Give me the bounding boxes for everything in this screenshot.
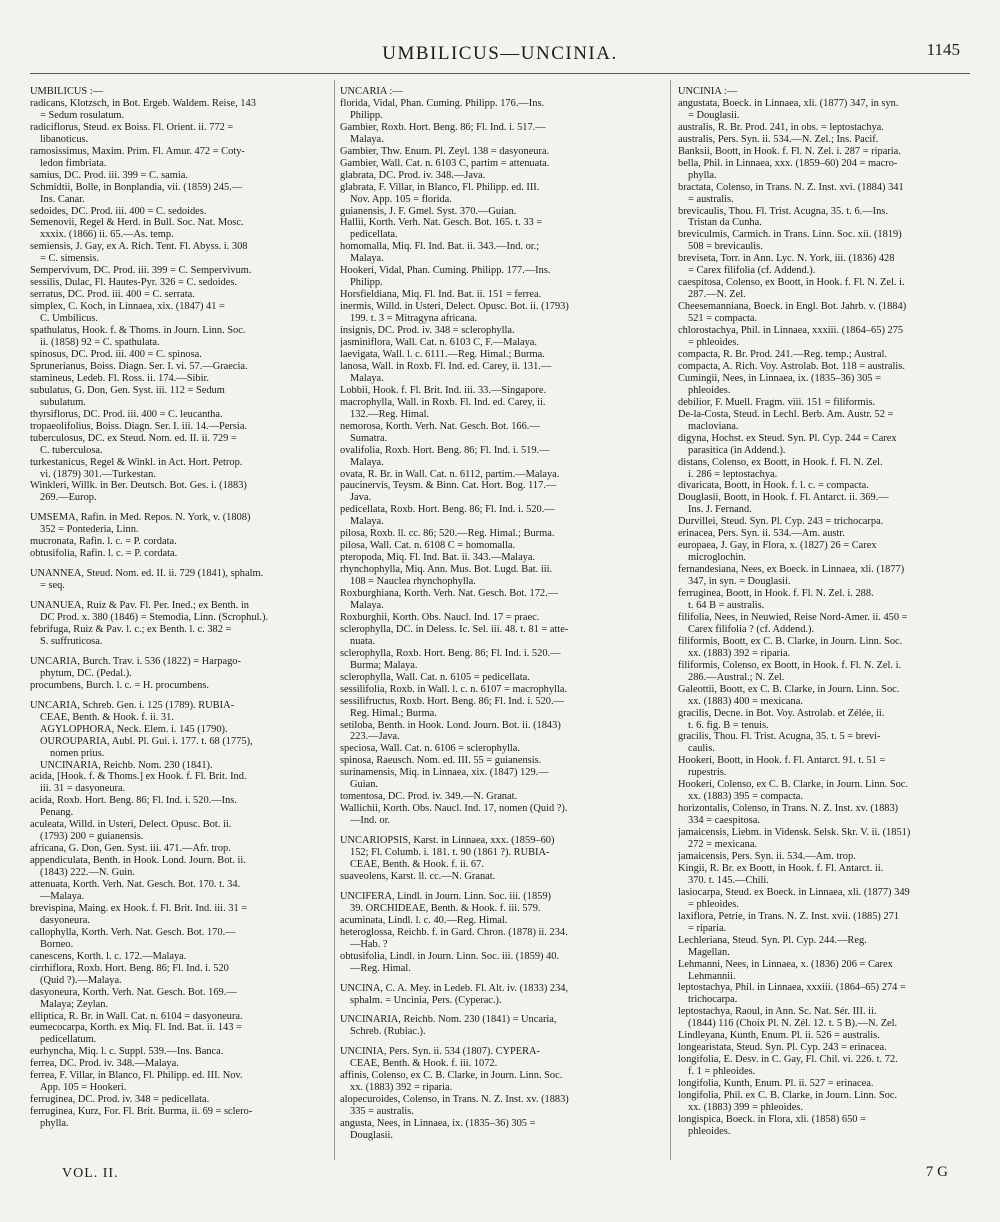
entry-line: DC Prod. x. 380 (1846) = Stemodia, Linn. (Scrophul.).: [40, 612, 269, 624]
entry-line: longifolia, Kunth, Enum. Pl. ii. 527 = erinacea.: [678, 1078, 874, 1090]
entry-line: Cumingii, Nees, in Linnaea, ix. (1835–36) 305 =: [678, 372, 881, 384]
entry-line: glabrata, DC. Prod. iv. 348.—Java.: [340, 169, 486, 181]
entry-line: thyrsiflorus, DC. Prod. iii. 400 = C. leucantha.: [30, 408, 223, 420]
entry-line: Horsfieldiana, Miq. Fl. Ind. Bat. ii. 151 = ferrea.: [340, 289, 542, 301]
entry-line: OUROUPARIA, Aubl. Pl. Gui. i. 177. t. 68 (1775),: [40, 735, 253, 747]
entry-gap: [340, 1006, 638, 1014]
entry-line: pteropoda, Miq. Fl. Ind. Bat. ii. 343.—Malaya.: [340, 552, 536, 564]
entry-line: Malaya.: [350, 253, 384, 265]
entry-line: sphalm. = Uncinia, Pers. (Cyperac.).: [350, 994, 502, 1006]
entry-line: Tristan da Cunha.: [688, 217, 762, 229]
entry-line: 223.—Java.: [350, 731, 400, 743]
entry-line: nemorosa, Korth. Verh. Nat. Gesch. Bot. 166.—: [340, 420, 540, 432]
entry-line: nuata.: [350, 635, 376, 647]
entry-line: radicans, Klotzsch, in Bot. Ergeb. Waldem. Reise, 143: [30, 97, 256, 109]
entry-line: insignis, DC. Prod. iv. 348 = sclerophylla.: [340, 325, 515, 337]
signature-mark: 7 G: [925, 1164, 948, 1180]
entry-line: UNANNEA, Steud. Nom. ed. II. ii. 729 (1841), sphalm.: [30, 568, 264, 580]
entry-gap: [340, 827, 638, 835]
entry-line: angustata, Boeck. in Linnaea, xli. (1877) 347, in syn.: [678, 97, 899, 109]
entry-line: eumecocarpa, Korth. ex Miq. Fl. Ind. Bat. ii. 143 =: [30, 1022, 242, 1034]
entry-line: UNCARIOPSIS, Karst. in Linnaea, xxx. (1859–60): [340, 835, 555, 847]
entry-line: bella, Phil. in Linnaea, xxx. (1859–60) 204 = macro-: [678, 157, 898, 169]
entry-gap: [340, 883, 638, 891]
entry-line: mucronata, Rafin. l. c. = P. cordata.: [30, 536, 177, 548]
entry-line: ovalifolia, Roxb. Hort. Beng. 86; Fl. Ind. i. 519.—: [340, 444, 550, 456]
entry-line: Malaya.: [350, 516, 384, 528]
entry-line: filiformis, Colenso, ex Boott, in Hook. f. Fl. N. Zel. i.: [678, 659, 902, 671]
entry-line: AGYLOPHORA, Neck. Elem. i. 145 (1790).: [40, 723, 228, 735]
entry-line: pedicellata.: [350, 229, 398, 241]
entry-line: obtusifolia, Lindl. in Journ. Linn. Soc. iii. (1859) 40.: [340, 950, 560, 962]
entry-line: 152; Fl. Columb. i. 181. t. 90 (1861 ?). RUBIA-: [350, 847, 550, 859]
entry-line: caespitosa, Colenso, ex Boott, in Hook. f. Fl. N. Zel. i.: [678, 277, 905, 289]
entry-line: laxiflora, Petrie, in Trans. N. Z. Inst. xvii. (1885) 271: [678, 910, 900, 922]
entry-line: phylla.: [40, 1118, 69, 1130]
entry-line: xx. (1883) 392 = riparia.: [688, 647, 791, 659]
header-rule: [30, 73, 970, 74]
entry-line: macloviana.: [688, 420, 739, 432]
entry-line: acuminata, Lindl. l. c. 40.—Reg. Himal.: [340, 914, 508, 926]
entry-line: australis, R. Br. Prod. 241, in obs. = leptostachya.: [678, 121, 884, 133]
entry-line: = phleoides.: [688, 337, 739, 349]
entry-line: Magellan.: [688, 946, 730, 958]
entry-line: gracilis, Decne. in Bot. Voy. Astrolab. et Zélée, ii.: [678, 707, 885, 719]
entry-line: xx. (1883) 400 = mexicana.: [688, 695, 803, 707]
column-divider: [670, 80, 671, 1160]
entry-line: Gambier, Roxb. Hort. Beng. 86; Fl. Ind. i. 517.—: [340, 121, 546, 133]
entry-gap: [30, 592, 328, 600]
entry-line: = Douglasii.: [688, 109, 740, 121]
entry-line: 269.—Europ.: [40, 492, 97, 504]
entry-line: radiciflorus, Steud. ex Boiss. Fl. Orient. ii. 772 =: [30, 121, 234, 133]
entry-line: UNCARIA :—: [340, 86, 403, 97]
entry-line: Lehmannii.: [688, 970, 736, 982]
entry-line: 132.—Reg. Himal.: [350, 408, 430, 420]
entry-line: UNCINARIA, Reichb. Nom. 230 (1841).: [40, 759, 213, 771]
entry-line: Gambier, Wall. Cat. n. 6103 C, partim = attenuata.: [340, 157, 550, 169]
entry-line: = C. simensis.: [40, 253, 99, 265]
entry-line: acida, Roxb. Hort. Beng. 86; Fl. Ind. i. 520.—Ins.: [30, 795, 237, 807]
entry-line: heteroglossa, Reichb. f. in Gard. Chron. (1878) ii. 234.: [340, 926, 568, 938]
entry-line: Semenovii, Regel & Herd. in Bull. Soc. Nat. Mosc.: [30, 217, 244, 229]
entry-line: xx. (1883) 395 = compacta.: [688, 791, 803, 803]
entry-line: dasyoneura, Korth. Verh. Nat. Gesch. Bot. 169.—: [30, 986, 237, 998]
entry-line: ovata, R. Br. in Wall. Cat. n. 6112, partim.—Malaya.: [340, 468, 560, 480]
entry-line: pilosa, Roxb. ll. cc. 86; 520.—Reg. Himal.; Burma.: [340, 528, 555, 540]
entry-line: = Sedum rosulatum.: [40, 109, 125, 121]
entry-line: = riparia.: [688, 922, 727, 934]
entry-line: setiloba, Benth. in Hook. Lond. Journ. Bot. ii. (1843): [340, 719, 561, 731]
text-column-middle: [340, 86, 638, 1166]
entry-line: phylla.: [688, 169, 717, 181]
entry-line: 334 = caespitosa.: [688, 815, 760, 827]
entry-line: pilosa, Wall. Cat. n. 6108 C = homomalla.: [340, 540, 516, 552]
entry-line: affinis, Colenso, ex C. B. Clarke, in Journ. Linn. Soc.: [340, 1070, 563, 1082]
entry-line: ferruginea, Boott, in Hook. f. Fl. N. Zel. i. 288.: [678, 588, 874, 600]
entry-line: paucinervis, Teysm. & Binn. Cat. Hort. Bog. 117.—: [340, 480, 557, 492]
entry-line: pedicellata, Roxb. Hort. Beng. 86; Fl. Ind. i. 520.—: [340, 504, 555, 516]
entry-line: turkestanicus, Regel & Winkl. in Act. Hort. Petrop.: [30, 456, 243, 468]
entry-line: UNCARIA, Schreb. Gen. i. 125 (1789). RUBIA-: [30, 699, 235, 711]
entry-line: libanoticus.: [40, 133, 89, 145]
entry-line: lasiocarpa, Steud. ex Boeck. in Linnaea, xli. (1877) 349: [678, 886, 910, 898]
entry-line: Hookeri, Vidal, Phan. Cuming. Philipp. 177.—Ins.: [340, 265, 551, 277]
entry-line: longifolia, Phil. ex C. B. Clarke, in Journ. Linn. Soc.: [678, 1090, 898, 1102]
entry-line: = Carex filifolia (cf. Addend.).: [688, 265, 816, 277]
entry-line: UNCIFERA, Lindl. in Journ. Linn. Soc. iii. (1859): [340, 890, 551, 902]
entry-line: compacta, A. Rich. Voy. Astrolab. Bot. 118 = australis.: [678, 360, 905, 372]
entry-line: nomen prius.: [50, 747, 105, 759]
entry-line: sclerophylla, DC. in Deless. Ic. Sel. iii. 48. t. 81 = atte-: [340, 623, 569, 635]
entry-line: parasitica (in Addend.).: [688, 444, 786, 456]
entry-line: 347, in syn. = Douglasii.: [688, 576, 791, 588]
entry-line: Malaya.: [350, 372, 384, 384]
entry-line: elliptica, R. Br. in Wall. Cat. n. 6104 = dasyoneura.: [30, 1010, 243, 1022]
entry-line: compacta, R. Br. Prod. 241.—Reg. temp.; Austral.: [678, 348, 887, 360]
entry-line: 39. ORCHIDEAE, Benth. & Hook. f. iii. 579.: [350, 902, 541, 914]
entry-line: ii. (1858) 92 = C. spathulata.: [40, 337, 160, 349]
entry-line: UMSEMA, Rafin. in Med. Repos. N. York, v. (1808): [30, 512, 251, 524]
page-number: 1145: [926, 40, 960, 59]
entry-line: glabrata, F. Villar, in Blanco, Fl. Philipp. ed. III.: [340, 181, 540, 193]
entry-line: Banksii, Boott, in Hook. f. Fl. N. Zel. i. 287 = riparia.: [678, 145, 901, 157]
entry-line: UNCINIA, Pers. Syn. ii. 534 (1807). CYPERA-: [340, 1046, 541, 1058]
entry-line: (1844) 116 (Choix Pl. N. Zél. 12. t. 5 B).—N. Zel.: [688, 1018, 898, 1030]
entry-line: 287.—N. Zel.: [688, 289, 746, 301]
entry-line: Galeottii, Boott, ex C. B. Clarke, in Journ. Linn. Soc.: [678, 683, 900, 695]
entry-line: f. 1 = phleoides.: [688, 1066, 756, 1078]
entry-line: Ins. J. Fernand.: [688, 504, 752, 516]
entry-line: App. 105 = Hookeri.: [40, 1082, 127, 1094]
entry-line: = phleoides.: [688, 898, 739, 910]
entry-line: Roxburghiana, Korth. Verh. Nat. Gesch. Bot. 172.—: [340, 588, 559, 600]
entry-line: = australis.: [688, 193, 734, 205]
entry-line: ferruginea, DC. Prod. iv. 348 = pedicellata.: [30, 1094, 210, 1106]
entry-line: Carex filifolia ? (cf. Addend.).: [688, 623, 815, 635]
entry-line: Kingii, R. Br. ex Boott, in Hook. f. Fl. Antarct. ii.: [678, 862, 884, 874]
entry-line: t. 6. fig. B = tenuis.: [688, 719, 769, 731]
entry-line: alopecuroides, Colenso, in Trans. N. Z. Inst. xv. (1883): [340, 1094, 569, 1106]
entry-line: —Malaya.: [40, 891, 85, 902]
entry-line: acida, [Hook. f. & Thoms.] ex Hook. f. Fl. Brit. Ind.: [30, 771, 247, 783]
entry-line: subulatus, G. Don, Gen. Syst. iii. 112 = Sedum: [30, 384, 225, 396]
entry-line: UNCARIA, Burch. Trav. i. 536 (1822) = Harpago-: [30, 655, 241, 667]
entry-line: cirrhiflora, Roxb. Hort. Beng. 86; Fl. Ind. i. 520: [30, 962, 229, 974]
entry-line: (1843) 222.—N. Guin.: [40, 867, 135, 879]
entry-line: —Hab. ?: [350, 938, 388, 950]
entry-line: C. tuberculosa.: [40, 444, 103, 456]
entry-line: CEAE, Benth. & Hook. f. ii. 31.: [40, 711, 174, 723]
entry-line: Malaya.: [350, 133, 384, 145]
entry-line: sedoides, DC. Prod. iii. 400 = C. sedoides.: [30, 205, 207, 217]
entry-line: callophylla, Korth. Verh. Nat. Gesch. Bot. 170.—: [30, 926, 236, 938]
entry-gap: [340, 975, 638, 983]
entry-line: simplex, C. Koch, in Linnaea, xix. (1847) 41 =: [30, 301, 225, 313]
entry-line: brevicaulis, Thou. Fl. Trist. Acugna, 35. t. 6.—Ins.: [678, 205, 888, 217]
entry-line: appendiculata, Benth. in Hook. Lond. Journ. Bot. ii.: [30, 855, 246, 867]
entry-line: semiensis, J. Gay, ex A. Rich. Tent. Fl. Abyss. i. 308: [30, 241, 248, 253]
entry-line: surinamensis, Miq. in Linnaea, xix. (1847) 129.—: [340, 767, 549, 779]
entry-line: phytum, DC. (Pedal.).: [40, 667, 132, 679]
entry-line: Wallichii, Korth. Obs. Naucl. Ind. 17, nomen (Quid ?).: [340, 803, 568, 815]
entry-line: Malaya; Zeylan.: [40, 998, 109, 1010]
entry-line: spinosus, DC. Prod. iii. 400 = C. spinosa.: [30, 348, 202, 360]
entry-line: UNANUEA, Ruiz & Pav. Fl. Per. Ined.; ex Benth. in: [30, 600, 249, 612]
entry-line: xx. (1883) 399 = phleoides.: [688, 1102, 803, 1114]
entry-line: febrifuga, Ruiz & Pav. l. c.; ex Benth. l. c. 382 =: [30, 623, 232, 635]
entry-line: erinacea, Pers. Syn. ii. 534.—Am. austr.: [678, 528, 845, 540]
entry-line: obtusifolia, Rafin. l. c. = P. cordata.: [30, 548, 178, 560]
entry-line: Borneo.: [40, 938, 74, 950]
entry-line: Nov. App. 105 = florida.: [350, 193, 452, 205]
text-column-left: [30, 86, 328, 1166]
entry-line: phleoides.: [688, 384, 731, 396]
entry-line: europaea, J. Gay, in Flora, x. (1827) 26 = Carex: [678, 540, 877, 552]
entry-line: De-la-Costa, Steud. in Lechl. Berb. Am. Austr. 52 =: [678, 408, 894, 420]
entry-gap: [340, 1038, 638, 1046]
entry-line: serratus, DC. Prod. iii. 400 = C. serrata.: [30, 289, 195, 301]
entry-line: aculeata, Willd. in Usteri, Delect. Opusc. Bot. ii.: [30, 819, 232, 831]
entry-line: caulis.: [688, 743, 715, 755]
entry-line: CEAE, Benth. & Hook. f. ii. 67.: [350, 859, 484, 870]
entry-line: Hallii, Korth. Verh. Nat. Gesch. Bot. 165. t. 33 =: [340, 217, 543, 229]
entry-line: Malaya.: [350, 456, 384, 468]
entry-line: xx. (1883) 392 = riparia.: [350, 1082, 453, 1094]
entry-line: pedicellatum.: [40, 1034, 97, 1046]
entry-line: ferrea, F. Villar, in Blanco, Fl. Philipp. ed. III. Nov.: [30, 1070, 243, 1082]
text-column-right: [678, 86, 976, 1166]
entry-line: longifolia, E. Desv. in C. Gay, Fl. Chil. vi. 226. t. 72.: [678, 1054, 898, 1066]
entry-line: sessilifructus, Roxb. Hort. Beng. 86; Fl. Ind. i. 520.—: [340, 695, 564, 707]
entry-line: vi. (1879) 301.—Turkestan.: [40, 468, 156, 480]
entry-line: i. 286 = leptostachya.: [688, 468, 778, 480]
entry-line: Roxburghii, Korth. Obs. Naucl. Ind. 17 = praec.: [340, 611, 540, 623]
entry-line: trichocarpa.: [688, 994, 738, 1006]
entry-line: UNCINIA :—: [678, 86, 738, 97]
entry-line: = seq.: [40, 580, 65, 592]
entry-line: 108 = Nauclea rhynchophylla.: [350, 576, 476, 588]
entry-line: fernandesiana, Nees, ex Boeck. in Linnaea, xli. (1877): [678, 564, 905, 576]
entry-line: speciosa, Wall. Cat. n. 6106 = sclerophylla.: [340, 743, 520, 755]
entry-line: attenuata, Korth. Verh. Nat. Gesch. Bot. 170. t. 34.: [30, 879, 241, 891]
entry-line: Ins. Canar.: [40, 193, 85, 205]
entry-line: Hookeri, Boott, in Hook. f. Fl. Antarct. 91. t. 51 =: [678, 755, 886, 767]
entry-line: Hookeri, Colenso, ex C. B. Clarke, in Journ. Linn. Soc.: [678, 779, 909, 791]
entry-line: homomalla, Miq. Fl. Ind. Bat. ii. 343.—Ind. or.;: [340, 241, 540, 253]
entry-line: UMBILICUS :—: [30, 86, 104, 97]
entry-line: Java.: [350, 492, 372, 504]
entry-line: Winkleri, Willk. in Ber. Deutsch. Bot. Ges. i. (1883): [30, 480, 247, 492]
entry-line: jamaicensis, Pers. Syn. ii. 534.—Am. trop.: [678, 851, 856, 862]
entry-line: breviculmis, Carmich. in Trans. Linn. Soc. xii. (1819): [678, 229, 902, 241]
entry-line: tuberculosus, DC. ex Steud. Nom. ed. II. ii. 729 =: [30, 432, 237, 444]
entry-line: CEAE, Benth. & Hook. f. iii. 1072.: [350, 1058, 498, 1070]
entry-line: —Reg. Himal.: [350, 962, 411, 974]
entry-line: 521 = compacta.: [688, 313, 758, 325]
entry-line: Lindleyana, Kunth, Enum. Pl. ii. 526 = australis.: [678, 1030, 880, 1042]
entry-line: bractata, Colenso, in Trans. N. Z. Inst. xvi. (1884) 341: [678, 181, 904, 193]
entry-line: rhynchophylla, Miq. Ann. Mus. Bot. Lugd. Bat. iii.: [340, 564, 553, 576]
entry-line: Philipp.: [350, 277, 383, 289]
entry-line: ledon fimbriata.: [40, 157, 107, 169]
entry-line: breviseta, Torr. in Ann. Lyc. N. York, iii. (1836) 428: [678, 253, 895, 265]
entry-line: phleoides.: [688, 1125, 731, 1137]
entry-line: Philipp.: [350, 109, 383, 121]
entry-line: sclerophylla, Roxb. Hort. Beng. 86; Fl. Ind. i. 520.—: [340, 647, 561, 659]
entry-line: Sprunerianus, Boiss. Diagn. Ser. I. vi. 57.—Graecia.: [30, 360, 248, 372]
entry-line: Sempervivum, DC. Prod. iii. 399 = C. Sempervivum.: [30, 265, 252, 277]
entry-line: Schreb. (Rubiac.).: [350, 1026, 426, 1038]
entry-line: longearistata, Steud. Syn. Pl. Cyp. 243 = erinacea.: [678, 1042, 887, 1054]
entry-line: t. 64 B = australis.: [688, 599, 765, 611]
entry-line: Douglasii, Boott, in Hook. f. Fl. Antarct. ii. 369.—: [678, 492, 889, 504]
entry-line: Douglasii.: [350, 1130, 394, 1142]
entry-line: microglochin.: [688, 552, 747, 564]
entry-line: ferrea, DC. Prod. iv. 348.—Malaya.: [30, 1058, 179, 1070]
entry-line: australis, Pers. Syn. ii. 534.—N. Zel.; Ins. Pacif.: [678, 133, 879, 145]
entry-line: tropaeolifolius, Boiss. Diagn. Ser. I. iii. 14.—Persia.: [30, 420, 248, 432]
entry-line: digyna, Hochst. ex Steud. Syn. Pl. Cyp. 244 = Carex: [678, 432, 897, 444]
entry-line: canescens, Korth. l. c. 172.—Malaya.: [30, 950, 187, 962]
entry-line: rupestris.: [688, 767, 727, 779]
entry-line: Lehmanni, Nees, in Linnaea, x. (1836) 206 = Carex: [678, 958, 893, 970]
entry-line: 352 = Pontederia, Linn.: [40, 524, 139, 536]
entry-line: stamineus, Ledeb. Fl. Ross. ii. 174.—Sibir.: [30, 372, 209, 384]
entry-line: Burma; Malaya.: [350, 659, 418, 671]
entry-line: 508 = brevicaulis.: [688, 241, 763, 253]
entry-line: jasminiflora, Wall. Cat. n. 6103 C, F.—Malaya.: [340, 337, 537, 349]
entry-line: samius, DC. Prod. iii. 399 = C. samia.: [30, 169, 188, 181]
entry-line: 335 = australis.: [350, 1106, 414, 1118]
entry-line: horizontalis, Colenso, in Trans. N. Z. Inst. xv. (1883): [678, 803, 899, 815]
entry-line: sessilis, Dulac, Fl. Hautes-Pyr. 326 = C. sedoides.: [30, 277, 238, 289]
entry-line: UNCINA, C. A. Mey. in Ledeb. Fl. Alt. iv. (1833) 234,: [340, 982, 569, 994]
entry-line: ferruginea, Kurz, For. Fl. Brit. Burma, ii. 69 = sclero-: [30, 1106, 253, 1118]
entry-line: gracilis, Thou. Fl. Trist. Acugna, 35. t. 5 = brevi-: [678, 731, 881, 743]
entry-line: leptostachya, Raoul, in Ann. Sc. Nat. Sér. III. ii.: [678, 1006, 877, 1018]
entry-line: Lechleriana, Steud. Syn. Pl. Cyp. 244.—Reg.: [678, 934, 867, 946]
entry-line: distans, Colenso, ex Boott, in Hook. f. Fl. N. Zel.: [678, 456, 883, 468]
entry-line: longispica, Boeck. in Flora, xli. (1858) 650 =: [678, 1113, 866, 1125]
entry-line: UNCINARIA, Reichb. Nom. 230 (1841) = Uncaria,: [340, 1014, 557, 1026]
entry-line: sessilifolia, Roxb. in Wall. l. c. n. 6107 = macrophylla.: [340, 683, 568, 695]
entry-line: iii. 31 = dasyoneura.: [40, 783, 126, 795]
volume-label: VOL. II.: [62, 1166, 119, 1181]
entry-line: chlorostachya, Phil. in Linnaea, xxxiii. (1864–65) 275: [678, 325, 904, 337]
entry-gap: [30, 504, 328, 512]
entry-line: Malaya.: [350, 599, 384, 611]
entry-line: xxxix. (1866) ii. 65.—As. temp.: [40, 229, 174, 241]
entry-line: dasyoneura.: [40, 914, 90, 926]
entry-line: 286.—Austral.; N. Zel.: [688, 671, 785, 683]
running-title: UMBILICUS—UNCINIA.: [382, 43, 618, 64]
entry-line: filifolia, Nees, in Neuwied, Reise Nord-Amer. ii. 450 =: [678, 611, 908, 623]
entry-gap: [30, 648, 328, 656]
entry-line: ramosissimus, Maxim. Prim. Fl. Amur. 472 = Coty-: [30, 145, 245, 157]
entry-line: Penang.: [40, 807, 74, 819]
entry-line: (1793) 200 = guianensis.: [40, 831, 144, 843]
entry-line: suaveolens, Karst. ll. cc.—N. Granat.: [340, 870, 496, 882]
entry-line: —Ind. or.: [350, 815, 391, 827]
entry-line: guianensis, J. F. Gmel. Syst. 370.—Guian.: [340, 205, 517, 217]
entry-line: Sumatra.: [350, 432, 388, 444]
entry-line: sclerophylla, Wall. Cat. n. 6105 = pedicellata.: [340, 671, 530, 683]
entry-gap: [30, 692, 328, 700]
entry-line: C. Umbilicus.: [40, 313, 99, 325]
entry-line: Gambier, Thw. Enum. Pl. Zeyl. 138 = dasyoneura.: [340, 145, 550, 157]
entry-line: eurhyncha, Miq. l. c. Suppl. 539.—Ins. Banca.: [30, 1046, 224, 1058]
entry-line: Lobbii, Hook. f. Fl. Brit. Ind. iii. 33.—Singapore.: [340, 384, 547, 396]
entry-line: lanosa, Wall. in Roxb. Fl. Ind. ed. Carey, ii. 131.—: [340, 360, 552, 372]
entry-line: Reg. Himal.; Burma.: [350, 707, 437, 719]
entry-gap: [30, 560, 328, 568]
entry-line: jamaicensis, Liebm. in Vidensk. Selsk. Skr. V. ii. (1851): [678, 827, 911, 839]
entry-line: leptostachya, Phil. in Linnaea, xxxiii. (1864–65) 274 =: [678, 982, 906, 994]
entry-line: Guian.: [350, 779, 378, 791]
entry-line: laevigata, Wall. l. c. 6111.—Reg. Himal.; Burma.: [340, 348, 545, 360]
entry-line: filiformis, Boott, ex C. B. Clarke, in Journ. Linn. Soc.: [678, 635, 903, 647]
entry-line: S. suffruticosa.: [40, 635, 103, 647]
entry-line: florida, Vidal, Phan. Cuming. Philipp. 176.—Ins.: [340, 97, 545, 109]
column-divider: [334, 80, 335, 1160]
entry-line: Schmidtii, Bolle, in Bonplandia, vii. (1859) 245.—: [30, 181, 243, 193]
entry-line: (Quid ?).—Malaya.: [40, 974, 122, 986]
entry-line: debilior, F. Muell. Fragm. viii. 151 = filiformis.: [678, 396, 876, 408]
entry-line: procumbens, Burch. l. c. = H. procumbens.: [30, 679, 209, 691]
entry-line: angusta, Nees, in Linnaea, ix. (1835–36) 305 =: [340, 1118, 536, 1130]
entry-line: subulatum.: [40, 396, 86, 408]
entry-line: spinosa, Raeusch. Nom. ed. III. 55 = guianensis.: [340, 755, 542, 767]
entry-line: 199. t. 3 = Mitragyna africana.: [350, 313, 478, 325]
entry-line: spathulatus, Hook. f. & Thoms. in Journ. Linn. Soc.: [30, 325, 246, 337]
entry-line: Cheesemanniana, Boeck. in Engl. Bot. Jahrb. v. (1884): [678, 301, 907, 313]
entry-line: divaricata, Boott, in Hook. f. l. c. = compacta.: [678, 480, 869, 492]
entry-line: 272 = mexicana.: [688, 839, 758, 851]
entry-line: Durvillei, Steud. Syn. Pl. Cyp. 243 = trichocarpa.: [678, 516, 884, 528]
entry-line: brevispina, Maing. ex Hook. f. Fl. Brit. Ind. iii. 31 =: [30, 902, 248, 914]
entry-line: inermis, Willd. in Usteri, Delect. Opusc. Bot. ii. (1793): [340, 301, 569, 313]
entry-line: macrophylla, Wall. in Roxb. Fl. Ind. ed. Carey, ii.: [340, 396, 546, 408]
entry-line: tomentosa, DC. Prod. iv. 349.—N. Granat.: [340, 791, 518, 803]
entry-line: africana, G. Don, Gen. Syst. iii. 471.—Afr. trop.: [30, 843, 231, 855]
entry-line: 370. t. 145.—Chili.: [688, 874, 769, 886]
